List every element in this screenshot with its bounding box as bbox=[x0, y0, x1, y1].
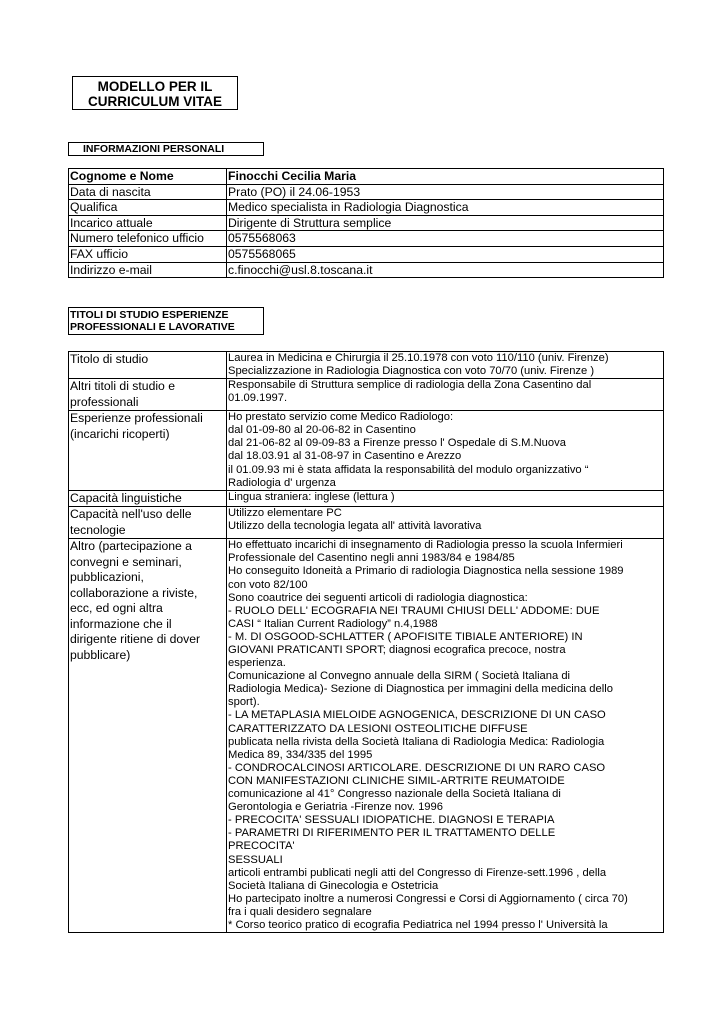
personal-info-row bbox=[69, 215, 664, 231]
studies-value-line: Radiologia Medica)- Sezione di Diagnostica per immagini della medicina dello bbox=[228, 683, 613, 696]
section-heading-studies bbox=[68, 307, 264, 335]
studies-value-line: articoli entrambi publicati negli atti del Congresso di Firenze-sett.1996 , della bbox=[228, 866, 607, 879]
studies-value-line: 01.09.1997. bbox=[228, 392, 288, 405]
personal-info-row bbox=[69, 262, 664, 278]
studies-label-line: Capacità nell'uso delle bbox=[70, 507, 192, 522]
personal-info-row bbox=[69, 169, 664, 185]
studies-value-line: sport). bbox=[228, 696, 260, 709]
personal-info-label: Cognome e Nome bbox=[69, 169, 227, 185]
studies-label-line: tecnologie bbox=[70, 522, 126, 537]
personal-info-value: Dirigente di Struttura semplice bbox=[227, 215, 664, 231]
section-heading-studies-line-2: PROFESSIONALI E LAVORATIVE bbox=[70, 321, 235, 333]
studies-label-line: Altro (partecipazione a bbox=[70, 539, 192, 554]
personal-info-row bbox=[69, 231, 664, 247]
studies-label-line: informazione che il bbox=[70, 616, 172, 631]
studies-label-line: pubblicare) bbox=[70, 647, 131, 662]
studies-label-cell bbox=[69, 490, 227, 507]
personal-info-label: Data di nascita bbox=[69, 184, 227, 200]
studies-row bbox=[69, 507, 664, 539]
studies-value-line: Specializzazione in Radiologia Diagnostica con voto 70/70 (univ. Firenze ) bbox=[228, 365, 595, 378]
personal-info-value: Medico specialista in Radiologia Diagnostica bbox=[227, 200, 664, 216]
personal-info-value: 0575568065 bbox=[227, 246, 664, 262]
studies-value-line: CON MANIFESTAZIONI CLINICHE SIMIL-ARTRITE REUMATOIDE bbox=[228, 774, 565, 787]
studies-row bbox=[69, 490, 664, 507]
studies-value-line: Medica 89, 334/335 del 1995 bbox=[228, 748, 373, 761]
section-heading-studies-line-1: TITOLI DI STUDIO ESPERIENZE bbox=[70, 309, 229, 321]
studies-value-cell bbox=[227, 507, 664, 539]
studies-value-cell bbox=[227, 411, 664, 491]
studies-value-line: con voto 82/100 bbox=[228, 578, 308, 591]
personal-info-value: c.finocchi@usl.8.toscana.it bbox=[227, 262, 664, 278]
studies-value-line: Professionale del Casentino negli anni 1983/84 e 1984/85 bbox=[228, 552, 515, 565]
studies-value-line: dal 18.03.91 al 31-08-97 in Casentino e Arezzo bbox=[228, 450, 462, 463]
studies-value-line: * Corso teorico pratico di ecografia Pediatrica nel 1994 presso l' Università la bbox=[228, 918, 608, 931]
studies-label-line: collaborazione a riviste, bbox=[70, 585, 198, 600]
section-heading-personal: INFORMAZIONI PERSONALI bbox=[68, 142, 264, 156]
personal-info-label: Numero telefonico ufficio bbox=[69, 231, 227, 247]
studies-row bbox=[69, 411, 664, 491]
studies-label-line: Esperienze professionali bbox=[70, 411, 203, 426]
personal-info-label: FAX ufficio bbox=[69, 246, 227, 262]
studies-label-line: dirigente ritiene di dover bbox=[70, 632, 201, 647]
studies-label-line: Capacità linguistiche bbox=[70, 490, 182, 505]
cv-title-line-1: MODELLO PER IL bbox=[97, 79, 213, 94]
studies-value-line: fra i quali desidero segnalare bbox=[228, 905, 372, 918]
studies-label-cell bbox=[69, 379, 227, 411]
studies-label-cell bbox=[69, 539, 227, 933]
studies-value-line: SESSUALI bbox=[228, 853, 283, 866]
studies-value-cell bbox=[227, 490, 664, 507]
studies-row bbox=[69, 352, 664, 379]
personal-info-row bbox=[69, 246, 664, 262]
studies-value-line: Ho effettuato incarichi di insegnamento di Radiologia presso la scuola Infermieri bbox=[228, 539, 623, 552]
studies-value-line: dal 01-09-80 al 20-06-82 in Casentino bbox=[228, 424, 416, 437]
studies-value-line: CARATTERIZZATO DA LESIONI OSTEOLITICHE DIFFUSE bbox=[228, 722, 528, 735]
studies-value-line: Laurea in Medicina e Chirurgia il 25.10.1978 con voto 110/110 (univ. Firenze) bbox=[228, 352, 609, 364]
personal-info-value: Finocchi Cecilia Maria bbox=[227, 169, 664, 185]
studies-value-line: - LA METAPLASIA MIELOIDE AGNOGENICA, DESCRIZIONE DI UN CASO bbox=[228, 709, 606, 722]
personal-info-label: Qualifica bbox=[69, 200, 227, 216]
studies-value-line: dal 21-06-82 al 09-09-83 a Firenze presso l' Ospedale di S.M.Nuova bbox=[228, 437, 566, 450]
studies-value-line: Responsabile di Struttura semplice di radiologia della Zona Casentino dal bbox=[228, 379, 592, 392]
studies-value-line: Utilizzo elementare PC bbox=[228, 507, 342, 520]
studies-value-line: esperienza. bbox=[228, 657, 286, 670]
studies-value-line: Utilizzo della tecnologia legata all' attività lavorativa bbox=[228, 520, 482, 533]
studies-value-line: PRECOCITA' bbox=[228, 840, 295, 853]
studies-label-line: pubblicazioni, bbox=[70, 570, 144, 585]
studies-value-line: il 01.09.93 mi è stata affidata la responsabilità del modulo organizzativo “ bbox=[228, 463, 589, 476]
studies-value-line: - M. DI OSGOOD-SCHLATTER ( APOFISITE TIBIALE ANTERIORE) IN bbox=[228, 630, 583, 643]
personal-info-row bbox=[69, 184, 664, 200]
personal-info-row bbox=[69, 200, 664, 216]
studies-row bbox=[69, 539, 664, 933]
studies-value-line: Ho prestato servizio come Medico Radiologo: bbox=[228, 411, 454, 424]
studies-label-cell bbox=[69, 411, 227, 491]
studies-label-cell bbox=[69, 507, 227, 539]
studies-value-line: - RUOLO DELL' ECOGRAFIA NEI TRAUMI CHIUSI DELL' ADDOME: DUE bbox=[228, 604, 600, 617]
studies-value-line: - PARAMETRI DI RIFERIMENTO PER IL TRATTAMENTO DELLE bbox=[228, 827, 556, 840]
cv-title-line-2: CURRICULUM VITAE bbox=[88, 94, 222, 109]
studies-value-line: Lingua straniera: inglese (lettura ) bbox=[228, 490, 395, 503]
studies-value-cell bbox=[227, 379, 664, 411]
studies-value-line: Ho partecipato inoltre a numerosi Congressi e Corsi di Aggiornamento ( circa 70) bbox=[228, 892, 628, 905]
studies-label-line: Titolo di studio bbox=[70, 352, 149, 366]
studies-value-line: Gerontologia e Geriatria -Firenze nov. 1996 bbox=[228, 801, 443, 814]
studies-row bbox=[69, 379, 664, 411]
studies-label-line: convegni e seminari, bbox=[70, 554, 182, 569]
personal-info-value: Prato (PO) il 24.06-1953 bbox=[227, 184, 664, 200]
studies-value-line: Sono coautrice dei seguenti articoli di radiologia diagnostica: bbox=[228, 591, 528, 604]
studies-value-line: - CONDROCALCINOSI ARTICOLARE. DESCRIZIONE DI UN RARO CASO bbox=[228, 761, 606, 774]
personal-info-label: Incarico attuale bbox=[69, 215, 227, 231]
studies-value-cell bbox=[227, 539, 664, 933]
studies-value-line: GIOVANI PRATICANTI SPORT; diagnosi ecografica precoce, nostra bbox=[228, 644, 566, 656]
studies-value-line: CASI “ Italian Current Radiology” n.4,1988 bbox=[228, 617, 438, 630]
studies-label-line: ecc, ed ogni altra bbox=[70, 601, 163, 616]
studies-value-line: Comunicazione al Convegno annuale della SIRM ( Società Italiana di bbox=[228, 670, 571, 683]
studies-value-line: Società Italiana di Ginecologia e Ostetricia bbox=[228, 879, 439, 892]
personal-info-table bbox=[68, 168, 664, 278]
studies-value-line: - PRECOCITA' SESSUALI IDIOPATICHE. DIAGNOSI E TERAPIA bbox=[228, 814, 555, 827]
studies-label-cell bbox=[69, 352, 227, 379]
personal-info-label: Indirizzo e-mail bbox=[69, 262, 227, 278]
studies-value-line: comunicazione al 41° Congresso nazionale della Società Italiana di bbox=[228, 788, 561, 801]
studies-label-line: professionali bbox=[70, 394, 139, 409]
studies-experience-table bbox=[68, 351, 664, 933]
studies-value-cell bbox=[227, 352, 664, 379]
studies-label-line: (incarichi ricoperti) bbox=[70, 426, 170, 441]
personal-info-value: 0575568063 bbox=[227, 231, 664, 247]
studies-value-line: Ho conseguito Idoneità a Primario di radiologia Diagnostica nella sessione 1989 bbox=[228, 565, 624, 578]
studies-label-line: Altri titoli di studio e bbox=[70, 379, 175, 394]
studies-value-line: Radiologia d' urgenza bbox=[228, 476, 336, 489]
studies-value-line: publicata nella rivista della Società Italiana di Radiologia Medica: Radiologia bbox=[228, 735, 605, 748]
cv-title-box bbox=[72, 76, 238, 110]
